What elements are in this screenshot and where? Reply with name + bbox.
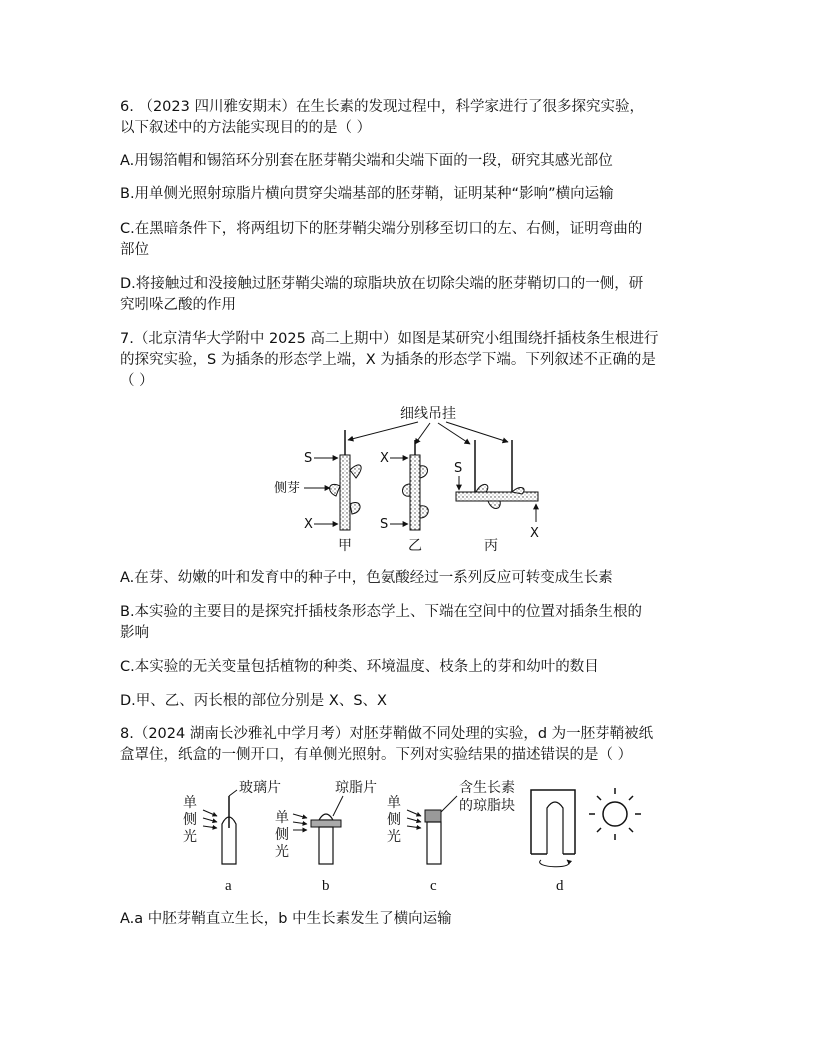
a-light-3: 光 <box>183 829 197 845</box>
bing-x-label: X <box>530 526 539 541</box>
q7-option-b-line1: B.本实验的主要目的是探究扦插枝条形态学上、下端在空间中的位置对插条生根的 <box>120 604 643 620</box>
hang-arrow-bing-2 <box>446 422 508 442</box>
cutting-experiment-diagram <box>270 400 560 560</box>
bing-s-label: S <box>454 461 463 476</box>
q6-option-a: A.用锡箔帽和锡箔环分别套在胚芽鞘尖端和尖端下面的一段，研究其感光部位 <box>120 153 613 169</box>
jia-leaf-3 <box>350 503 360 514</box>
q8-option-a: A.a 中胚芽鞘直立生长，b 中生长素发生了横向运输 <box>120 911 452 927</box>
q7-stem-line3: （ ） <box>120 373 154 389</box>
q8-stem-line1: 8.（2024 湖南长沙雅礼中学月考）对胚芽鞘做不同处理的实验，d 为一胚芽鞘被纸 <box>120 726 654 742</box>
q6-option-b: B.用单侧光照射琼脂片横向贯穿尖端基部的胚芽鞘，证明某种“影响”横向运输 <box>120 186 614 202</box>
b-light-3: 光 <box>275 844 289 860</box>
yi-label: 乙 <box>408 538 422 554</box>
b-light-2: 侧 <box>275 827 289 843</box>
c-light-2: 侧 <box>387 812 401 828</box>
b-agar-label: 琼脂片 <box>335 780 377 796</box>
q7-option-b-line2: 影响 <box>120 625 149 641</box>
jia-s-label: S <box>304 451 313 466</box>
q8-stem-line2: 盒罩住，纸盒的一侧开口，有单侧光照射。下列对实验结果的描述错误的是（ ） <box>120 747 633 763</box>
yi-leaf-3 <box>420 506 428 518</box>
c-auxin-label-1: 含生长素 <box>459 780 515 796</box>
q6-option-d-line2: 究吲哚乙酸的作用 <box>120 297 236 313</box>
c-auxin-agar-block <box>425 810 441 822</box>
b-coleoptile <box>319 827 333 864</box>
yi-cutting <box>410 455 420 530</box>
yi-s-label: S <box>380 517 389 532</box>
jia-x-label: X <box>304 517 313 532</box>
q7-stem-line1: 7.（北京清华大学附中 2025 高二上期中）如图是某研究小组围绕扦插枝条生根进行 <box>120 331 659 347</box>
q6-option-d-line1: D.将接触过和没接触过胚芽鞘尖端的琼脂块放在切除尖端的胚芽鞘切口的一侧，研 <box>120 276 644 292</box>
yi-x-label: X <box>380 451 389 466</box>
q7-stem-line2: 的探究实验，S 为插条的形态学上端，X 为插条的形态学下端。下列叙述不正确的是 <box>120 352 656 368</box>
b-agar-sheet <box>311 820 341 827</box>
q6-option-c-line1: C.在黑暗条件下，将两组切下的胚芽鞘尖端分别移至切口的左、右侧，证明弯曲的 <box>120 221 643 237</box>
jia-label: 甲 <box>338 538 352 554</box>
d-rotation-arrow <box>540 860 569 867</box>
q7-option-c: C.本实验的无关变量包括植物的种类、环境温度、枝条上的芽和幼叶的数目 <box>120 659 599 675</box>
jia-leaf-1 <box>350 465 361 478</box>
q7-option-d: D.甲、乙、丙长根的部位分别是 X、S、X <box>120 693 387 709</box>
b-light-1: 单 <box>275 810 289 826</box>
sun-icon <box>589 788 641 840</box>
hang-arrow-yi <box>415 423 430 444</box>
d-coleoptile <box>547 802 563 854</box>
bud-label: 侧芽 <box>274 481 301 496</box>
yi-leaf-1 <box>420 466 428 478</box>
jia-cutting <box>340 455 350 530</box>
a-glass-label: 玻璃片 <box>239 780 281 796</box>
hang-label: 细线吊挂 <box>400 406 456 422</box>
bing-label: 丙 <box>484 538 498 554</box>
jia-leaf-2 <box>330 484 340 496</box>
q7-option-a: A.在芽、幼嫩的叶和发育中的种子中，色氨酸经过一系列反应可转变成生长素 <box>120 570 613 586</box>
c-light-3: 光 <box>387 829 401 845</box>
bing-leaf-2 <box>488 501 500 509</box>
label-a: a <box>225 878 232 894</box>
q6-stem-line1: 6. （2023 四川雅安期末）在生长素的发现过程中，科学家进行了很多探究实验， <box>120 99 644 115</box>
bing-leaf-1 <box>476 484 488 492</box>
c-auxin-label-2: 的琼脂块 <box>459 798 515 814</box>
c-light-arrows <box>407 810 421 828</box>
b-tip <box>319 814 333 820</box>
a-light-2: 侧 <box>183 812 197 828</box>
c-light-1: 单 <box>387 795 401 811</box>
label-b: b <box>322 878 330 894</box>
bing-cutting <box>456 492 538 501</box>
q6-option-c-line2: 部位 <box>120 242 149 258</box>
label-d: d <box>556 878 564 894</box>
a-light-1: 单 <box>183 795 197 811</box>
b-light-arrows <box>293 814 307 830</box>
q7-figure <box>270 400 560 560</box>
hang-arrow-jia <box>348 422 418 440</box>
hang-arrow-bing-1 <box>438 423 470 444</box>
yi-leaf-2 <box>403 484 411 496</box>
label-c: c <box>430 878 437 894</box>
q8-figure <box>175 772 645 897</box>
d-box <box>531 790 575 854</box>
q6-stem-line2: 以下叙述中的方法能实现目的的是（ ） <box>120 120 372 136</box>
c-coleoptile <box>427 822 441 864</box>
coleoptile-experiment-diagram <box>175 772 645 897</box>
a-light-arrows <box>203 810 217 828</box>
